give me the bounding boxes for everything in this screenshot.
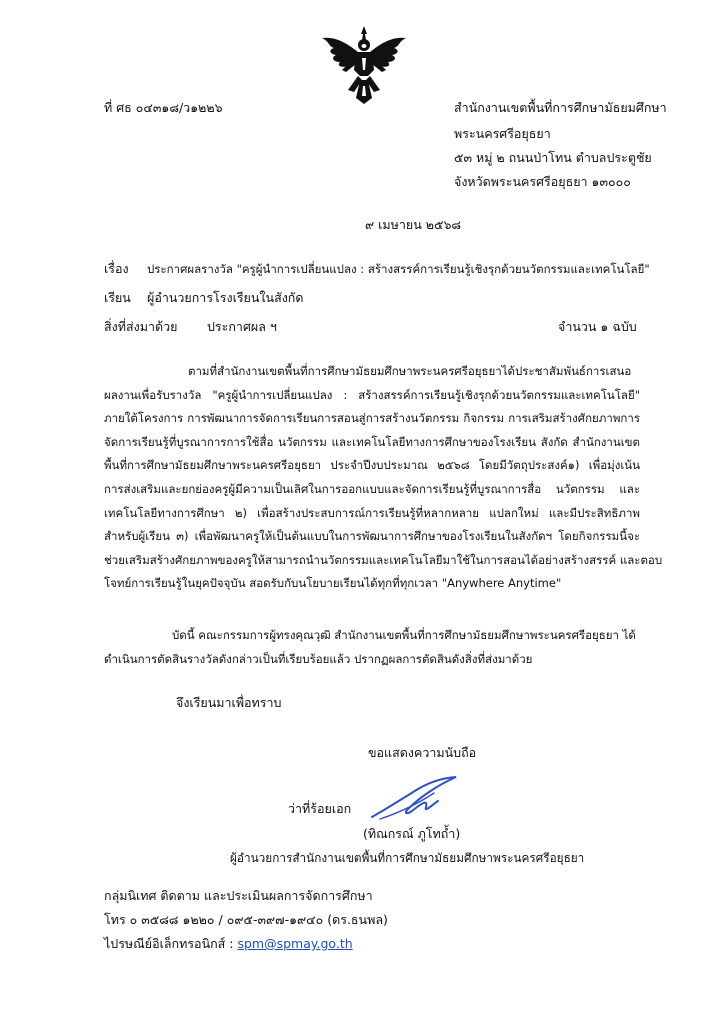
enclosure-label: สิ่งที่ส่งมาด้วย bbox=[104, 319, 178, 334]
sender-org-line-1: สำนักงานเขตพื้นที่การศึกษามัธยมศึกษา bbox=[454, 100, 667, 115]
paragraph-2-line: ดำเนินการตัดสินรางวัลดังกล่าวเป็นที่เรียบร้อยแล้ว ปรากฏผลการตัดสินดังสิ่งที่ส่งมาด้วย bbox=[104, 651, 533, 666]
signer-position: ผู้อำนวยการสำนักงานเขตพื้นที่การศึกษามัธยมศึกษาพระนครศรีอยุธยา bbox=[230, 851, 585, 865]
paragraph-2-line: บัดนี้ คณะกรรมการผู้ทรงคุณวุฒิ สำนักงานเขตพื้นที่การศึกษามัธยมศึกษาพระนครศรีอยุธยา ได้ bbox=[172, 628, 636, 642]
enclosure-count: จำนวน ๑ ฉบับ bbox=[558, 319, 637, 334]
paragraph-1-line: ช่วยเสริมสร้างศักยภาพของครูให้สามารถนำนวัตกรรมและเทคโนโลยีมาใช้ในการสอนได้อย่างสร้างสรรค์ และตอบ bbox=[104, 552, 663, 567]
garuda-emblem-icon bbox=[318, 24, 410, 106]
sender-address-line: ๕๓ หมู่ ๒ ถนนป่าโทน ตำบลประตูชัย bbox=[454, 150, 652, 165]
paragraph-1-line: สำหรับผู้เรียน ๓) เพื่อพัฒนาครูให้เป็นต้นแบบในการพัฒนาการศึกษาของโรงเรียนในสังกัดฯ โดยกิจกรรมนี้จะ bbox=[104, 529, 640, 544]
body-paragraph-2 bbox=[104, 624, 640, 671]
sender-province-line: จังหวัดพระนครศรีอยุธยา ๑๓๐๐๐ bbox=[454, 174, 631, 189]
paragraph-1-line: เทคโนโลยีทางการศึกษา ๒) เพื่อสร้างประสบการณ์การเรียนรู้ที่หลากหลาย แปลกใหม่ และมีประสิทธิภาพ bbox=[104, 505, 640, 520]
enclosure-text: ประกาศผล ฯ bbox=[207, 319, 277, 334]
body-paragraph-1 bbox=[104, 360, 663, 596]
to-label: เรียน bbox=[104, 290, 131, 305]
footer-email-link[interactable]: spm@spmay.go.th bbox=[237, 936, 353, 951]
subject-text: ประกาศผลรางวัล "ครูผู้นำการเปลี่ยนแปลง : สร้างสรรค์การเรียนรู้เชิงรุกด้วยนวัตกรรมและเทคโนโลยี" bbox=[147, 262, 650, 276]
paragraph-1-line: การส่งเสริมและยกย่องครูผู้มีความเป็นเลิศในการออกแบบและจัดการเรียนรู้ที่บูรณาการสื่อ นวัตกรรม และ bbox=[104, 481, 640, 496]
signer-name: (ทิณกรณ์ ภูโทถ้ำ) bbox=[363, 826, 461, 841]
reference-number: ที่ ศธ ๐๔๓๑๘/ว๑๒๒๖ bbox=[104, 100, 223, 115]
footer-email-row bbox=[104, 936, 353, 952]
closing-regards: ขอแสดงความนับถือ bbox=[368, 745, 477, 760]
footer-department: กลุ่มนิเทศ ติดตาม และประเมินผลการจัดการศึกษา bbox=[104, 888, 373, 903]
footer-email-label: ไปรษณีย์อิเล็กทรอนิกส์ : bbox=[104, 936, 234, 951]
sender-org-line-2: พระนครศรีอยุธยา bbox=[454, 126, 551, 141]
to-text: ผู้อำนวยการโรงเรียนในสังกัด bbox=[147, 290, 304, 305]
letter-date: ๙ เมษายน ๒๕๖๘ bbox=[365, 217, 462, 232]
paragraph-1-line: พื้นที่การศึกษามัธยมศึกษาพระนครศรีอยุธยา ประจำปีงบประมาณ ๒๕๖๘ โดยมีวัตถุประสงค์๑) เพื่อมุ่งเน้น bbox=[104, 458, 640, 473]
paragraph-1-line: ภายใต้โครงการ การพัฒนาการจัดการเรียนการสอนสู่การสร้างนวัตกรรม กิจกรรม การเสริมสร้างศักยภาพการ bbox=[104, 411, 640, 426]
paragraph-1-line: ผลงานเพื่อรับรางวัล "ครูผู้นำการเปลี่ยนแปลง : สร้างสรรค์การเรียนรู้เชิงรุกด้วยนวัตกรรมและเทคโนโลยี" bbox=[104, 387, 640, 402]
closing-line: จึงเรียนมาเพื่อทราบ bbox=[176, 695, 282, 710]
paragraph-1-line: จัดการเรียนรู้ที่บูรณาการการใช้สื่อ นวัตกรรม และเทคโนโลยีทางการศึกษาของโรงเรียน สังกัด สำนักงานเขต bbox=[104, 434, 640, 449]
paragraph-1-line: ตามที่สำนักงานเขตพื้นที่การศึกษามัธยมศึกษาพระนครศรีอยุธยาได้ประชาสัมพันธ์การเสนอ bbox=[188, 364, 632, 378]
paragraph-1-line: โจทย์การเรียนรู้ในยุคปัจจุบัน สอดรับกับนโยบายเรียนได้ทุกที่ทุกเวลา "Anywhere Anytime" bbox=[104, 576, 562, 591]
signature-image bbox=[368, 775, 463, 825]
signer-rank: ว่าที่ร้อยเอก bbox=[288, 801, 352, 816]
footer-phone: โทร ๐ ๓๕๘๘ ๑๒๒๐ / ๐๙๕-๓๙๗-๑๙๔๐ (ดร.ธนพล) bbox=[104, 912, 388, 927]
subject-label: เรื่อง bbox=[104, 261, 129, 276]
